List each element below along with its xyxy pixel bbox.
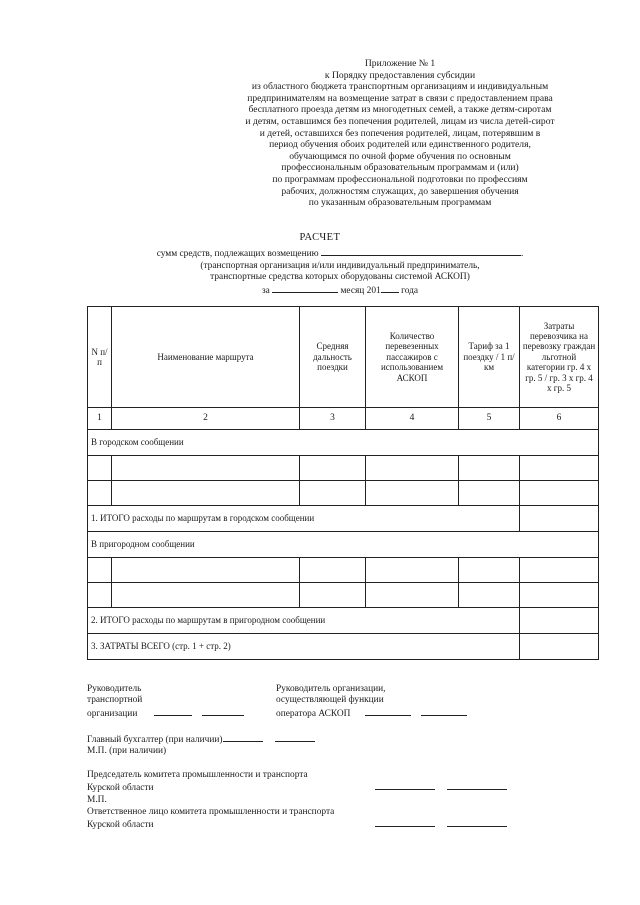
header-cell-avg-distance: Средняя дальность поездки [300, 307, 366, 408]
table-cell[interactable] [520, 481, 599, 506]
grand-total-label: 3. ЗАТРАТЫ ВСЕГО (стр. 1 + стр. 2) [88, 634, 520, 660]
heading-line: период обучения обоих родителей или единственного родителя, [269, 139, 531, 151]
heading-line: рабочих, должностям служащих, до завершения обучения [281, 185, 519, 197]
table-cell[interactable] [300, 481, 366, 506]
table-cell[interactable] [459, 583, 520, 608]
grand-total-row [88, 634, 599, 660]
name-line [447, 818, 507, 827]
subtitle-line1: сумм средств, подлежащих возмещению . [156, 249, 524, 259]
header-cell-tariff: Тариф за 1 поездку / 1 п/км [459, 307, 520, 408]
table-cell[interactable] [520, 456, 599, 481]
document-subtitle [130, 247, 550, 297]
city-total-label: 1. ИТОГО расходы по маршрутам в городском сообщении [88, 506, 520, 532]
head-askop-operator-signature: Руководитель организации, осуществляющей функции оператора АСКОП [276, 684, 467, 720]
table-cell[interactable] [300, 456, 366, 481]
column-number: 1 [88, 408, 112, 430]
column-number: 3 [300, 408, 366, 430]
document-title: РАСЧЕТ [299, 232, 341, 243]
month-blank-line [272, 284, 338, 293]
table-row [88, 583, 599, 608]
table-cell[interactable] [459, 481, 520, 506]
city-section-label: В городском сообщении [88, 430, 599, 456]
heading-line: профессиональным образовательным программам и (или) [281, 162, 519, 174]
column-numbers-row [88, 408, 599, 430]
period-line: за месяц 201 года [261, 285, 419, 296]
heading-line: Приложение № 1 [364, 58, 436, 69]
heading-line: по программам профессиональной подготовки по профессиям [272, 173, 528, 185]
city-section-row [88, 430, 599, 456]
heading-line: и детей, оставшихся без попечения родителей, лицам, потерявшим в [259, 127, 541, 139]
signature-line [154, 707, 192, 716]
table-cell[interactable] [88, 456, 112, 481]
year-blank-line [381, 284, 399, 293]
table-cell[interactable] [300, 583, 366, 608]
signature-line [375, 781, 435, 790]
stamp-label: М.П. [87, 794, 107, 805]
table-cell[interactable] [366, 583, 459, 608]
calculation-table [87, 306, 599, 660]
appendix-heading [210, 58, 590, 209]
column-number: 4 [366, 408, 459, 430]
name-line [421, 707, 467, 716]
heading-line: из областного бюджета транспортным организациям и индивидуальным [251, 81, 549, 93]
header-cell-costs: Затраты перевозчика на перевозку граждан льготной категории гр. 4 x гр. 5 / гр. 3 x гр. 4 x гр. 5 [520, 307, 599, 408]
table-cell[interactable] [112, 456, 300, 481]
suburban-total-label: 2. ИТОГО расходы по маршрутам в пригородном сообщении [88, 608, 520, 634]
grand-total-value-cell[interactable] [520, 634, 599, 660]
head-transport-org-signature: Руководитель транспортной организации [87, 684, 244, 720]
table-cell[interactable] [520, 583, 599, 608]
heading-line: обучающимся по очной форме обучения по основным [289, 150, 511, 162]
heading-line: бесплатного проезда детям из многодетных семей, а также детям-сиротам [248, 104, 552, 116]
table-cell[interactable] [112, 481, 300, 506]
table-cell[interactable] [520, 558, 599, 583]
signature-line [223, 733, 263, 742]
table-cell[interactable] [112, 583, 300, 608]
table-cell[interactable] [112, 558, 300, 583]
heading-line: предпринимателям на возмещение затрат в связи с предоставлением права [247, 92, 553, 104]
column-number: 2 [112, 408, 300, 430]
table-cell[interactable] [88, 481, 112, 506]
city-total-row [88, 506, 599, 532]
column-number: 6 [520, 408, 599, 430]
table-cell[interactable] [366, 456, 459, 481]
suburban-section-label: В пригородном сообщении [88, 532, 599, 558]
heading-line: к Порядку предоставления субсидии [324, 69, 476, 81]
responsible-person-signature: Ответственное лицо комитета промышленности и транспорта Курской области [87, 807, 507, 832]
chief-accountant-signature: Главный бухгалтер (при наличии) М.П. (при наличии) [87, 733, 315, 758]
recipient-blank-line [321, 247, 521, 256]
column-number: 5 [459, 408, 520, 430]
table-cell[interactable] [88, 583, 112, 608]
table-row [88, 558, 599, 583]
table-cell[interactable] [88, 558, 112, 583]
chairman-signature: Председатель комитета промышленности и транспорта Курской области М.П. [87, 770, 507, 806]
table-cell[interactable] [300, 558, 366, 583]
heading-line: и детям, оставшимся без попечения родителей, лицам из числа детей-сирот [245, 115, 555, 127]
table-row [88, 456, 599, 481]
stamp-optional-label: М.П. (при наличии) [87, 746, 167, 757]
name-line [447, 781, 507, 790]
suburban-total-row [88, 608, 599, 634]
signature-line [365, 707, 411, 716]
table-row [88, 481, 599, 506]
table-cell[interactable] [366, 481, 459, 506]
heading-line: по указанным образовательным программам [308, 197, 492, 209]
signature-line [375, 818, 435, 827]
suburban-total-value-cell[interactable] [520, 608, 599, 634]
header-cell-number: N п/п [88, 307, 112, 408]
header-cell-route-name: Наименование маршрута [112, 307, 300, 408]
table-cell[interactable] [366, 558, 459, 583]
suburban-section-row [88, 532, 599, 558]
city-total-value-cell[interactable] [520, 506, 599, 532]
name-line [275, 733, 315, 742]
name-line [202, 707, 244, 716]
subtitle-line3: транспортные средства которых оборудованы системой АСКОП) [210, 272, 470, 283]
header-cell-passengers: Количество перевезенных пассажиров с использованием АСКОП [366, 307, 459, 408]
table-cell[interactable] [459, 558, 520, 583]
table-header-row [88, 307, 599, 408]
table-cell[interactable] [459, 456, 520, 481]
subtitle-line2: (транспортная организация и/или индивидуальный предприниматель, [200, 260, 480, 271]
